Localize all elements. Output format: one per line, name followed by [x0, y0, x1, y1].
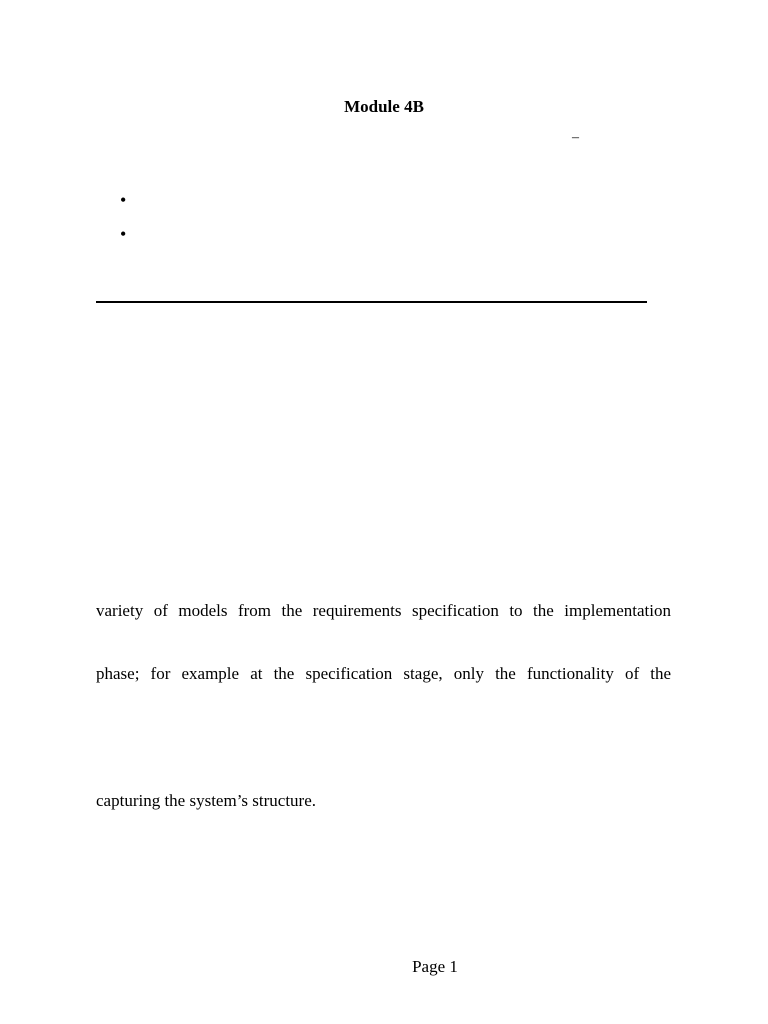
body-text-line-1: variety of models from the requirements specification to the implementation: [96, 601, 671, 620]
bullet-point-1: •: [120, 190, 127, 210]
body-text-line-3: capturing the system’s structure.: [96, 791, 317, 810]
page-number: Page 1: [412, 957, 458, 976]
module-heading: Module 4B: [344, 97, 424, 116]
horizontal-rule: [96, 301, 647, 303]
bullet-point-2: •: [120, 224, 127, 244]
body-text-line-2: phase; for example at the specification stage, only the functionality of the: [96, 664, 671, 683]
dash-mark: –: [572, 130, 579, 145]
